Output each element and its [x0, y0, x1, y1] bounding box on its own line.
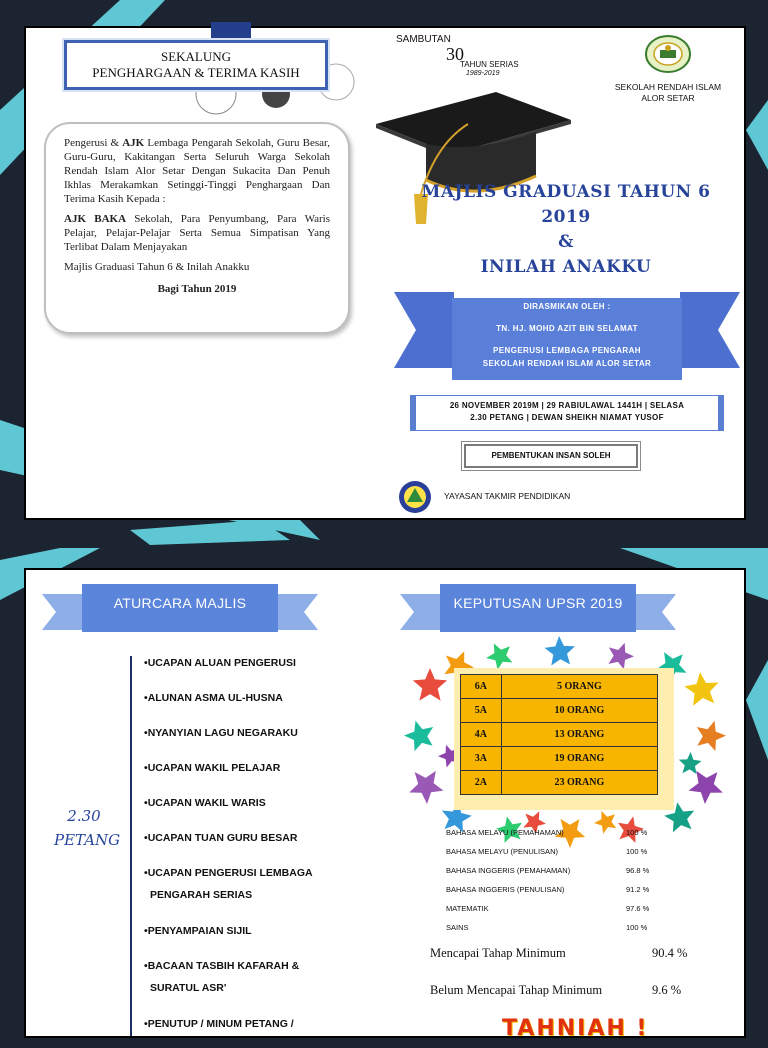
subject-row [446, 885, 686, 904]
grade-row [461, 771, 658, 795]
agenda-item [144, 792, 374, 827]
agenda-bullet: • [144, 960, 148, 972]
grade-table [460, 674, 658, 795]
tahun-serias-label: TAHUN SERIAS [460, 60, 519, 69]
star-shape [545, 636, 575, 666]
agenda-item-text: ALUNAN ASMA UL-HUSNA [147, 692, 283, 704]
agenda-bullet: • [144, 797, 148, 809]
subject-row [446, 923, 686, 942]
star-shape [413, 668, 447, 701]
agenda-item [144, 827, 374, 862]
event-title [386, 180, 746, 280]
agenda-time [54, 804, 121, 852]
agenda-item [144, 920, 374, 955]
agenda-item [144, 722, 374, 757]
grade-count-cell: 19 ORANG [501, 747, 657, 771]
event-title-line4: INILAH ANAKKU [480, 257, 652, 277]
grade-row [461, 699, 658, 723]
message-text: Lembaga Pengarah Sekolah, Guru Besar, Guru-Guru, Kakitangan Serta Seluruh Warga Sekolah Rendah Islam Alor Setar Dengan Sukacita Dan Penuh Ikhlas Merakamkan Setinggi-Tinggi Penghargaan Dan Terima Kasih Kepada : [64, 137, 330, 205]
officiator-heading: DIRASMIKAN OLEH : [523, 302, 611, 311]
event-title-line1: MAJLIS GRADUASI TAHUN 6 [421, 182, 711, 202]
subject-name: MATEMATIK [446, 904, 489, 913]
subject-row [446, 904, 686, 923]
school-name-line1: SEKOLAH RENDAH ISLAM [614, 82, 722, 92]
grade-count-cell: 10 ORANG [501, 699, 657, 723]
agenda-bullet: • [144, 692, 148, 704]
star-shape [608, 643, 634, 670]
agenda-item [144, 757, 374, 792]
subject-name: BAHASA INGGERIS (PEMAHAMAN) [446, 866, 571, 875]
yayasan-name: YAYASAN TAKMIR PENDIDIKAN [444, 491, 571, 501]
subject-percent: 97.6 % [626, 904, 650, 913]
subject-percent: 96.8 % [626, 866, 650, 875]
yayasan-logo [398, 480, 432, 514]
agenda-bullet: • [144, 727, 148, 739]
agenda-time-line1: 2.30 [67, 807, 101, 825]
subject-percent: 100 % [626, 828, 648, 837]
subject-percent: 100 % [626, 847, 648, 856]
summary-minimum-label: Mencapai Tahap Minimum [430, 946, 566, 960]
message-text: Sekolah, Para Penyumbang, Para Waris Pelajar, Pelajar-Pelajar Serta Semua Simpatisan Yang Terlibat Dalam Menjayakan [64, 213, 331, 253]
agenda-item-text-cont: SURATUL ASR' [150, 982, 227, 994]
grade-count-cell: 13 ORANG [501, 723, 657, 747]
subject-row [446, 866, 686, 885]
appreciation-message [44, 122, 350, 334]
summary-minimum-value: 90.4 % [652, 946, 688, 960]
event-date-line2: 2.30 PETANG | DEWAN SHEIKH NIAMAT YUSOF [470, 413, 664, 422]
event-title-line3: & [558, 232, 574, 252]
subject-percent: 91.2 % [626, 885, 650, 894]
agenda-item-text: UCAPAN ALUAN PENGERUSI [147, 657, 296, 669]
summary-below-minimum [430, 983, 730, 998]
event-date-box [410, 395, 724, 431]
agenda-bullet: • [144, 867, 148, 879]
grade-row [461, 723, 658, 747]
grade-count-cell: 5 ORANG [501, 675, 657, 699]
event-date-line1: 26 NOVEMBER 2019M | 29 RABIULAWAL 1441H | SELASA [449, 401, 685, 410]
school-name [602, 82, 734, 104]
grade-cell: 6A [461, 675, 502, 699]
agenda-item [144, 652, 374, 687]
agenda-item-text: UCAPAN TUAN GURU BESAR [147, 832, 298, 844]
appreciation-title-line2: PENGHARGAAN & TERIMA KASIH [92, 65, 300, 80]
grade-row [461, 747, 658, 771]
subject-percent: 100 % [626, 923, 648, 932]
school-name-line2: ALOR SETAR [641, 93, 695, 103]
message-paragraph-2 [64, 212, 330, 254]
agenda-item-text: PENYAMPAIAN SIJIL [147, 925, 252, 937]
summary-below-label: Belum Mencapai Tahap Minimum [430, 983, 603, 997]
grade-count-cell: 23 ORANG [501, 771, 657, 795]
officiator-position-1: PENGERUSI LEMBAGA PENGARAH [493, 346, 641, 355]
upsr-title: KEPUTUSAN UPSR 2019 [453, 595, 623, 611]
tahniah-banner: TAHNIAH ! [502, 1016, 649, 1041]
officiator-details [456, 300, 678, 370]
appreciation-title-line1: SEKALUNG [160, 49, 232, 64]
message-bold: AJK BAKA [64, 213, 127, 225]
star-shape [679, 752, 702, 774]
school-motto: PEMBENTUKAN INSAN SOLEH [464, 444, 638, 468]
agenda-item-text-cont: PENGARAH SERIAS [150, 889, 253, 901]
anniversary-years: 1989-2019 [466, 70, 500, 77]
grade-cell: 4A [461, 723, 502, 747]
agenda-bullet: • [144, 832, 148, 844]
grade-cell: 5A [461, 699, 502, 723]
grade-row [461, 675, 658, 699]
star-shape [689, 771, 723, 804]
sambutan-label: SAMBUTAN [396, 34, 451, 45]
agenda-divider [130, 656, 132, 1036]
agenda-time-line2: PETANG [54, 831, 121, 849]
subject-name: BAHASA INGGERIS (PENULISAN) [446, 885, 565, 894]
agenda-bullet: • [144, 1018, 148, 1030]
agenda-item-text: NYANYIAN LAGU NEGARAKU [147, 727, 298, 739]
message-paragraph-3: Majlis Graduasi Tahun 6 & Inilah Anakku [64, 261, 250, 273]
message-text: Pengerusi & [64, 137, 123, 149]
summary-below-value: 9.6 % [652, 983, 682, 997]
subject-results [446, 828, 686, 942]
star-shape [486, 643, 512, 669]
agenda-item-text: PENUTUP / MINUM PETANG / [147, 1018, 294, 1030]
message-paragraph-1 [64, 136, 330, 206]
agenda-item [144, 955, 374, 1013]
officiator-name: TN. HJ. MOHD AZIT BIN SELAMAT [496, 324, 638, 333]
star-shape [684, 672, 718, 706]
summary-minimum [430, 946, 730, 961]
agenda-item-text: BACAAN TASBIH KAFARAH & [147, 960, 300, 972]
agenda-bullet: • [144, 657, 148, 669]
message-bold: AJK [122, 137, 145, 149]
officiator-position-2: SEKOLAH RENDAH ISLAM ALOR SETAR [482, 359, 652, 368]
message-paragraph-4: Bagi Tahun 2019 [157, 283, 237, 295]
invitation-front-panel [24, 26, 746, 520]
appreciation-title-box [64, 40, 328, 90]
subject-name: BAHASA MELAYU (PEMAHAMAN) [446, 828, 564, 837]
grade-cell: 2A [461, 771, 502, 795]
star-shape [409, 771, 443, 804]
subject-name: BAHASA MELAYU (PENULISAN) [446, 847, 558, 856]
star-shape [404, 721, 433, 752]
subject-row [446, 847, 686, 866]
agenda-item-text: UCAPAN WAKIL PELAJAR [147, 762, 281, 774]
agenda-item-text: UCAPAN PENGERUSI LEMBAGA [147, 867, 313, 879]
subject-row [446, 828, 686, 847]
aturcara-title: ATURCARA MAJLIS [113, 595, 247, 611]
agenda-item [144, 1013, 374, 1048]
subject-name: SAINS [446, 923, 469, 932]
programme-panel [24, 568, 746, 1041]
event-title-line2: 2019 [541, 207, 591, 227]
school-logo [644, 34, 692, 74]
agenda-item-text: UCAPAN WAKIL WARIS [147, 797, 266, 809]
grade-cell: 3A [461, 747, 502, 771]
anniversary-number: 30 [446, 44, 464, 64]
star-shape [697, 721, 726, 751]
agenda-bullet: • [144, 762, 148, 774]
agenda-bullet: • [144, 925, 148, 937]
agenda-list [144, 652, 374, 1048]
agenda-item [144, 862, 374, 920]
agenda-item [144, 687, 374, 722]
